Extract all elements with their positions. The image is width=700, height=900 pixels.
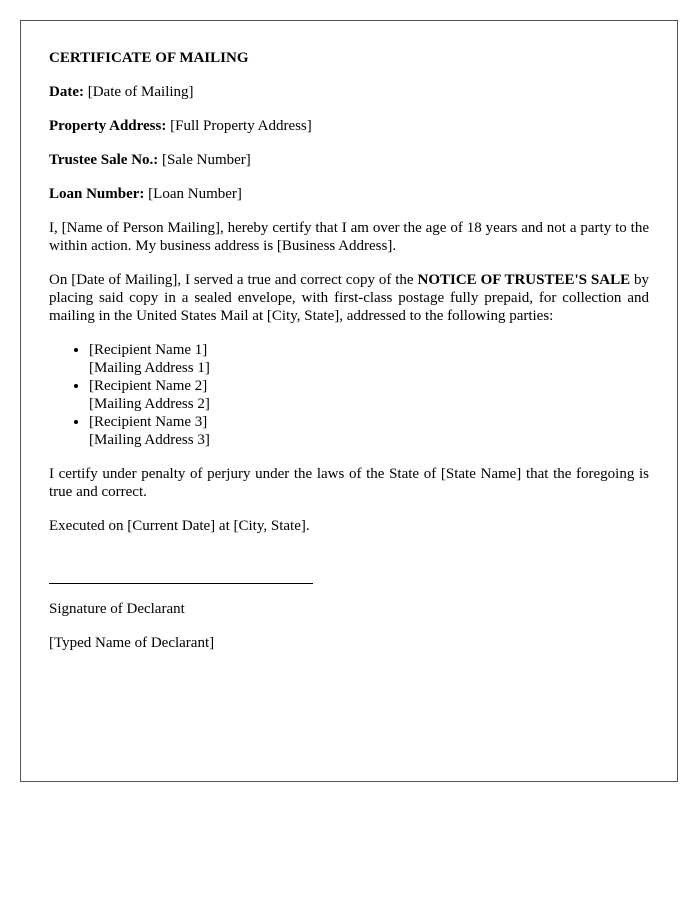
recipient-list xyxy=(49,341,649,449)
service-text-before: On [Date of Mailing], I served a true and correct copy of the xyxy=(49,272,418,288)
service-text-after: by placing said copy in a sealed envelope, with first-class postage fully prepaid, for collection and mailing in the United States Mail at [City, State], addressed to the following parties: xyxy=(49,272,649,324)
signature-label: Signature of Declarant xyxy=(49,601,185,617)
signature-line xyxy=(49,583,313,584)
notice-title: NOTICE OF TRUSTEE'S SALE xyxy=(417,272,631,288)
list-item xyxy=(89,341,649,377)
trustee-sale-value: [Sale Number] xyxy=(162,152,251,168)
recipient-name: [Recipient Name 3] xyxy=(89,414,208,430)
property-address-value: [Full Property Address] xyxy=(170,118,312,134)
recipient-name: [Recipient Name 1] xyxy=(89,342,208,358)
recipient-address: [Mailing Address 3] xyxy=(89,432,210,448)
recipient-address: [Mailing Address 1] xyxy=(89,360,210,376)
list-item xyxy=(89,377,649,413)
perjury-paragraph: I certify under penalty of perjury under the laws of the State of [State Name] that the foregoing is true and correct. xyxy=(49,466,649,500)
list-item xyxy=(89,413,649,449)
property-address-field xyxy=(49,117,649,135)
service-paragraph xyxy=(49,271,649,325)
loan-number-field xyxy=(49,185,649,203)
typed-name: [Typed Name of Declarant] xyxy=(49,635,215,651)
recipient-name: [Recipient Name 2] xyxy=(89,378,208,394)
recipient-address: [Mailing Address 2] xyxy=(89,396,210,412)
executed-line: Executed on [Current Date] at [City, State]. xyxy=(49,518,310,534)
property-address-label: Property Address: xyxy=(49,118,167,134)
date-label: Date: xyxy=(49,84,84,100)
document-title: CERTIFICATE OF MAILING xyxy=(49,50,249,66)
date-value: [Date of Mailing] xyxy=(87,84,194,100)
loan-number-label: Loan Number: xyxy=(49,186,145,202)
certificate-document xyxy=(20,20,678,782)
certification-paragraph: I, [Name of Person Mailing], hereby certify that I am over the age of 18 years and not a party to the within action. My business address is [Business Address]. xyxy=(49,220,649,254)
date-field xyxy=(49,83,649,101)
trustee-sale-field xyxy=(49,151,649,169)
loan-number-value: [Loan Number] xyxy=(148,186,242,202)
trustee-sale-label: Trustee Sale No.: xyxy=(49,152,159,168)
